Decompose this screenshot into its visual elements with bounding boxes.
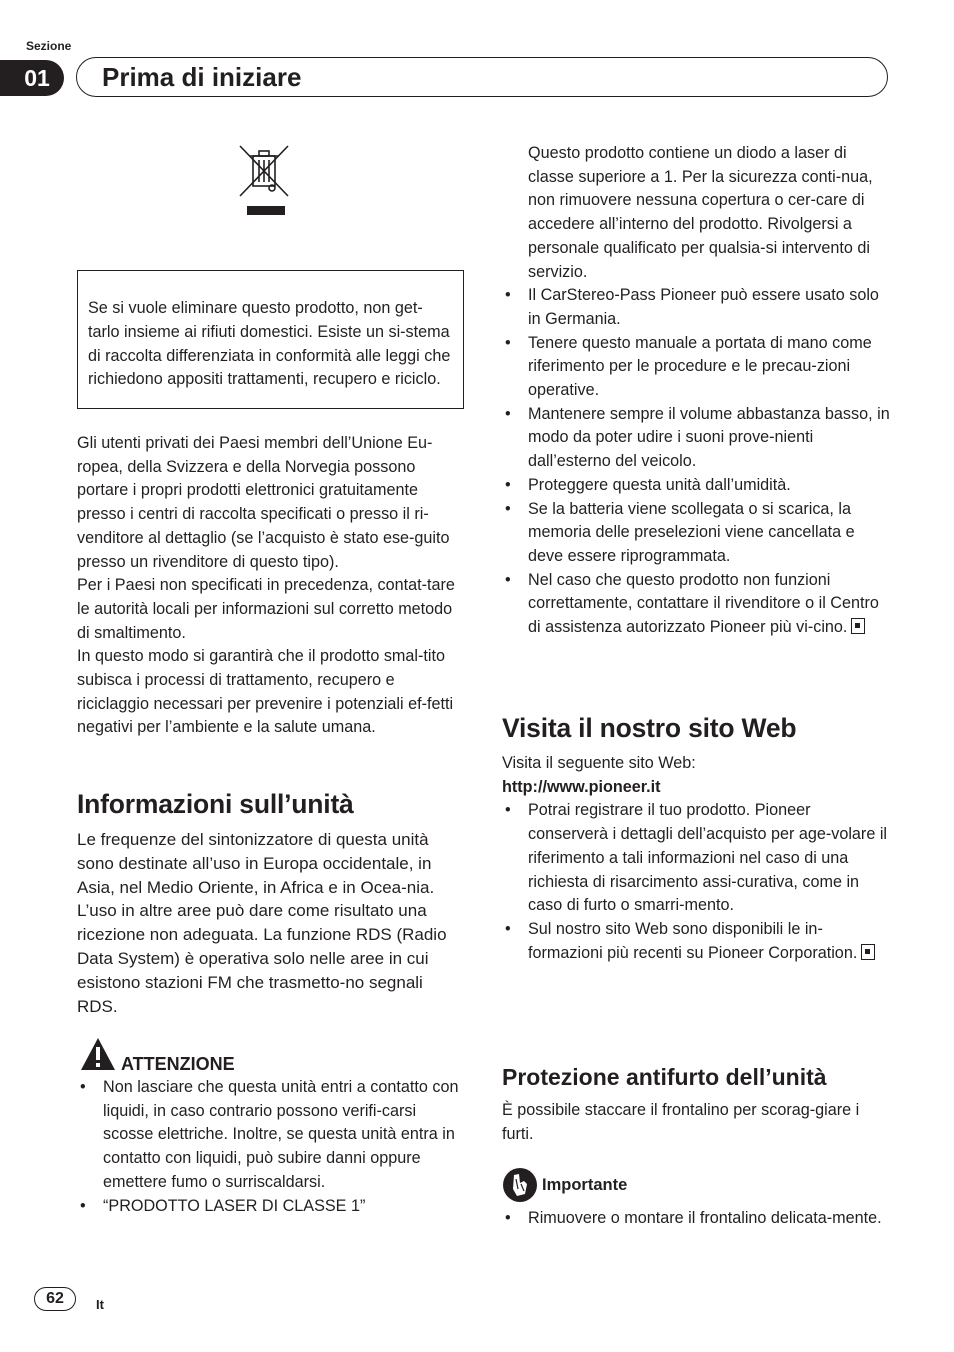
disposal-paragraph: In questo modo si garantirà che il prodotto smal-tito subisca i processi di trattamento, recupero e riciclaggio necessari per prevenire i potenziali ef-fetti negativi per l’ambiente e la salute umana. — [77, 647, 454, 737]
hand-important-icon — [502, 1167, 538, 1203]
caution-item — [502, 569, 892, 640]
caution-continued — [502, 142, 892, 640]
disposal-info — [77, 432, 465, 740]
website-item — [502, 918, 892, 965]
caution-item-text: Nel caso che questo prodotto non funzioni correttamente, contattare il rivenditore o il Centro di assistenza autorizzato Pioneer più vi-cino. — [528, 570, 879, 637]
important-list — [502, 1207, 892, 1231]
disposal-notice-text: Se si vuole eliminare questo prodotto, non get-tarlo insieme ai rifiuti domestici. Esiste un si-stema di raccolta differenziata in conformità alle leggi che richiedono appositi trattamenti, recupero e riciclo. — [88, 299, 451, 389]
caution-item: • Proteggere questa unità dall’umidità. — [502, 474, 892, 498]
caution-list — [77, 1076, 465, 1218]
website-item-text: Sul nostro sito Web sono disponibili le in-formazioni più recenti su Pioneer Corporation. — [528, 919, 858, 962]
website-item: • Potrai registrare il tuo prodotto. Pioneer conserverà i dettagli dell’acquisto per age-volare il riferimento a tali informazioni nel caso di una richiesta di risarcimento assi-curativa, come in caso di furto o smarri-mento. — [502, 799, 892, 918]
website-section — [502, 752, 892, 965]
important-item: • Rimuovere o montare il frontalino delicata-mente. — [502, 1207, 892, 1231]
antitheft-text: È possibile staccare il frontalino per scorag-giare i furti. — [502, 1101, 860, 1143]
disposal-notice-box — [77, 270, 464, 409]
laser-text: Questo prodotto contiene un diodo a laser di classe superiore a 1. Per la sicurezza conti-nua, non rimuovere nessuna copertura o cer-care di accedere all’interno del prodotto. Rivolgersi a personale qualificato per qualsia-si intervento di servizio. — [528, 144, 873, 281]
important-title: Importante — [542, 1176, 628, 1194]
disposal-paragraph: Per i Paesi non specificati in precedenza, contat-tare le autorità locali per informazioni sul corretto metodo di smaltimento. — [77, 576, 455, 642]
section-title: Prima di iniziare — [102, 62, 302, 92]
info-unit-heading: Informazioni sull’unità — [77, 789, 354, 819]
language-code: It — [96, 1297, 104, 1312]
disposal-paragraph: Gli utenti privati dei Paesi membri dell’Unione Eu-ropea, della Svizzera e della Norvegia possono portare i propri prodotti elettronici gratuitamente presso i centri di raccolta specificati o presso il ri-venditore al dettaglio (se l’acquisto è stato ese-guito presso un rivenditore di questo tipo). — [77, 434, 450, 571]
info-unit-text: Le frequenze del sintonizzatore di questa unità sono destinate all’uso in Europa occidentale, in Asia, nel Medio Oriente, in Africa e in Ocea-nia. L’uso in altre aree può dare come risultato una ricezione non adeguata. La funzione RDS (Radio Data System) è operativa solo nelle aree in cui esistono stazioni FM che trasmetto-no segnali RDS. — [77, 830, 447, 1016]
caution-item: • Tenere questo manuale a portata di mano come riferimento per le procedure e le precau-zioni operative. — [502, 332, 892, 403]
page-number: 62 — [34, 1287, 76, 1311]
caution-item: • Mantenere sempre il volume abbastanza basso, in modo da poter udire i suoni prove-nienti dall’esterno del veicolo. — [502, 403, 892, 474]
antitheft-heading: Protezione antifurto dell’unità — [502, 1064, 827, 1090]
website-heading: Visita il nostro sito Web — [502, 713, 797, 743]
end-of-section-icon — [851, 618, 865, 634]
website-url-link[interactable]: http://www.pioneer.it — [502, 777, 661, 796]
caution-item: • Il CarStereo-Pass Pioneer può essere usato solo in Germania. — [502, 284, 892, 331]
end-of-section-icon — [861, 944, 875, 960]
crossed-out-wheelie-bin-icon — [238, 144, 292, 218]
warning-triangle-icon — [80, 1037, 116, 1071]
caution-item: • Non lasciare che questa unità entri a contatto con liquidi, in caso contrario possono verifi-carsi scosse elettriche. Inoltre, se questa unità entra in contatto con liquidi, può subire danni oppure emettere fumo o surriscaldarsi. — [77, 1076, 465, 1195]
caution-title: ATTENZIONE — [121, 1054, 235, 1074]
caution-item: • “PRODOTTO LASER DI CLASSE 1” — [77, 1195, 465, 1219]
section-label: Sezione — [26, 39, 72, 53]
website-intro: Visita il seguente sito Web: — [502, 754, 696, 772]
caution-item: • Se la batteria viene scollegata o si scarica, la memoria delle preselezioni viene cancellata e deve essere riprogrammata. — [502, 498, 892, 569]
section-number-badge: 01 — [0, 60, 64, 96]
